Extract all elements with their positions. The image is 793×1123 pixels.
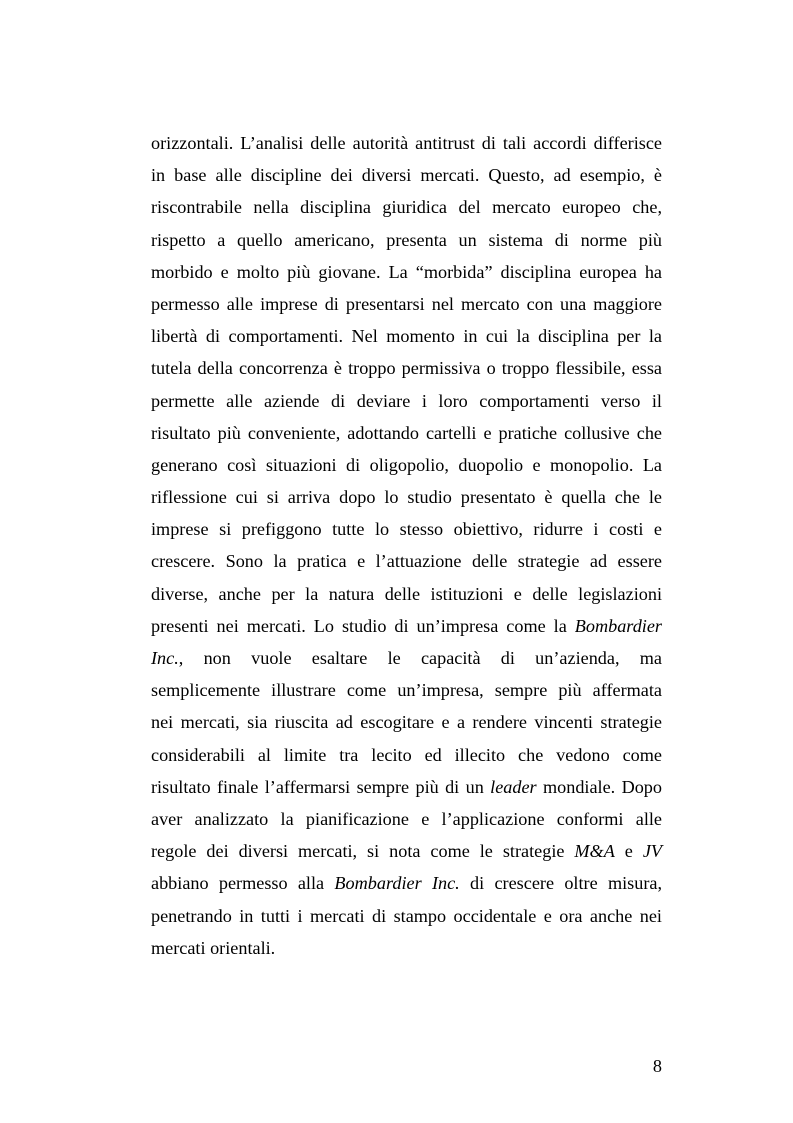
text-line: crescere. Sono la pratica e l’attuazione delle strategie ad essere (151, 551, 662, 572)
text-line: imprese si prefiggono tutte lo stesso obiettivo, ridurre i costi e (151, 519, 662, 540)
text-line: orizzontali. L’analisi delle autorità antitrust di tali accordi differisce (151, 133, 662, 153)
text-line: permette alle aziende di deviare i loro comportamenti verso il (151, 390, 662, 411)
text-line: abbiano permesso alla Bombardier Inc. di crescere oltre misura, (151, 873, 662, 894)
italic-term: Bombardier Inc. (334, 873, 460, 894)
text-line: aver analizzato la pianificazione e l’applicazione conformi alle (151, 808, 662, 829)
text-line: regole dei diversi mercati, si nota come le strategie M&A e JV (151, 841, 663, 862)
text-line: considerabili al limite tra lecito ed illecito che vedono come (151, 744, 662, 765)
text-line: tutela della concorrenza è troppo permissiva o troppo flessibile, essa (151, 358, 662, 379)
text-line: semplicemente illustrare come un’impresa, sempre più affermata (151, 680, 662, 701)
text-line: riscontrabile nella disciplina giuridica del mercato europeo che, (151, 197, 662, 218)
text-line: morbido e molto più giovane. La “morbida” disciplina europea ha (151, 261, 662, 282)
text-line: Inc., non vuole esaltare le capacità di un’azienda, ma (151, 648, 662, 668)
text-line: risultato più conveniente, adottando cartelli e pratiche collusive che (151, 422, 662, 443)
text-line: libertà di comportamenti. Nel momento in cui la disciplina per la (151, 326, 662, 347)
italic-term: Bombardier (574, 615, 662, 636)
text-line: nei mercati, sia riuscita ad escogitare e a rendere vincenti strategie (151, 712, 662, 733)
italic-term: leader (490, 776, 537, 797)
text-line: riflessione cui si arriva dopo lo studio presentato è quella che le (151, 487, 662, 508)
text-line: diverse, anche per la natura delle istituzioni e delle legislazioni (151, 583, 662, 604)
body-paragraph (151, 127, 662, 964)
text-line: in base alle discipline dei diversi mercati. Questo, ad esempio, è (151, 165, 662, 186)
page-number: 8 (652, 1056, 662, 1076)
text-line: permesso alle imprese di presentarsi nel mercato con una maggiore (151, 293, 662, 314)
text-line: penetrando in tutti i mercati di stampo occidentale e ora anche nei (151, 905, 662, 926)
text-line: risultato finale l’affermarsi sempre più di un leader mondiale. Dopo (151, 776, 662, 797)
italic-term: Inc. (151, 648, 179, 668)
text-line: generano così situazioni di oligopolio, duopolio e monopolio. La (151, 454, 662, 475)
text-line: rispetto a quello americano, presenta un sistema di norme più (151, 229, 662, 250)
text-line-last: mercati orientali. (151, 937, 276, 958)
italic-term: JV (642, 841, 663, 862)
text-line: presenti nei mercati. Lo studio di un’impresa come la Bombardier (151, 615, 662, 636)
italic-term: M&A (574, 841, 615, 862)
